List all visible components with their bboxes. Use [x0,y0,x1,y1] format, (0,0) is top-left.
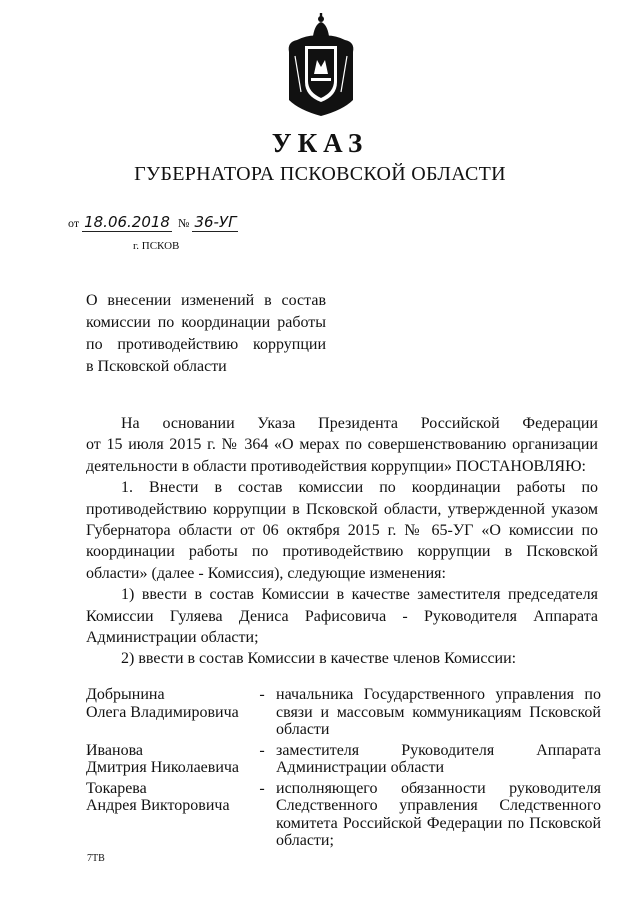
body-line: координации работы по противодействию коррупции в Псковской [86,543,598,561]
member-role: исполняющего обязанности руководителя Следственного управления Следственного комитета Российской Федерации по Псковской области; [276,779,601,849]
subject-line: комиссии по координации работы [86,314,326,331]
subject-line: О внесении изменений в состав [86,292,326,309]
decree-date: 18.06.2018 [84,213,170,231]
body-line: деятельности в области противодействия коррупции» ПОСТАНОВЛЯЮ: [86,457,586,475]
date-prefix: от [68,216,80,230]
body-line: Губернатора области от 06 октября 2015 г. № 65-УГ «О комиссии по [86,522,598,540]
subject-line: в Псковской области [86,358,227,375]
document-title: УКАЗ [271,128,369,158]
body-line: Администрации области; [86,629,259,647]
member-dash: - [259,741,265,759]
decree-number: 36-УГ [194,213,237,231]
member-name: Добрынина Олега Владимировича [86,686,239,721]
subject-line: по противодействию коррупции [86,336,326,353]
member-dash: - [259,686,265,703]
members-list [86,686,601,853]
document-subtitle: ГУБЕРНАТОРА ПСКОВСКОЙ ОБЛАСТИ [134,163,506,185]
member-entry [86,686,601,739]
decree-body [86,413,598,670]
member-name: Иванова Дмитрия Николаевича [86,741,240,776]
body-line: противодействию коррупции в Псковской области, утвержденной указом [86,500,598,518]
city: г. ПСКОВ [133,240,180,252]
member-role: начальника Государственного управления по связи и массовым коммуникациям Псковской области [276,686,601,738]
member-role: заместителя Руководителя Аппарата Администрации области [276,741,601,776]
member-dash: - [259,779,265,797]
member-name: Токарева Андрея Викторовича [86,779,230,814]
body-line: от 15 июля 2015 г. № 364 «О мерах по совершенствованию организации [86,436,598,454]
body-line: области» (далее - Комиссия), следующие изменения: [86,564,446,582]
coat-of-arms-emblem [281,12,361,120]
member-entry [86,742,601,777]
body-line: 1) ввести в состав Комиссии в качестве заместителя председателя [121,586,598,604]
decree-subject [86,290,326,378]
date-number-line [68,213,241,232]
body-line: 1. Внести в состав комиссии по координации работы по [121,479,598,497]
footer-code: 7ТВ [87,853,105,864]
number-prefix: № [177,216,190,230]
body-line: На основании Указа Президента Российской Федерации [121,415,598,432]
body-line: Комиссии Гуляева Дениса Рафисовича - Руководителя Аппарата [86,607,598,625]
member-entry [86,780,601,850]
body-line: 2) ввести в состав Комиссии в качестве членов Комиссии: [121,650,517,668]
